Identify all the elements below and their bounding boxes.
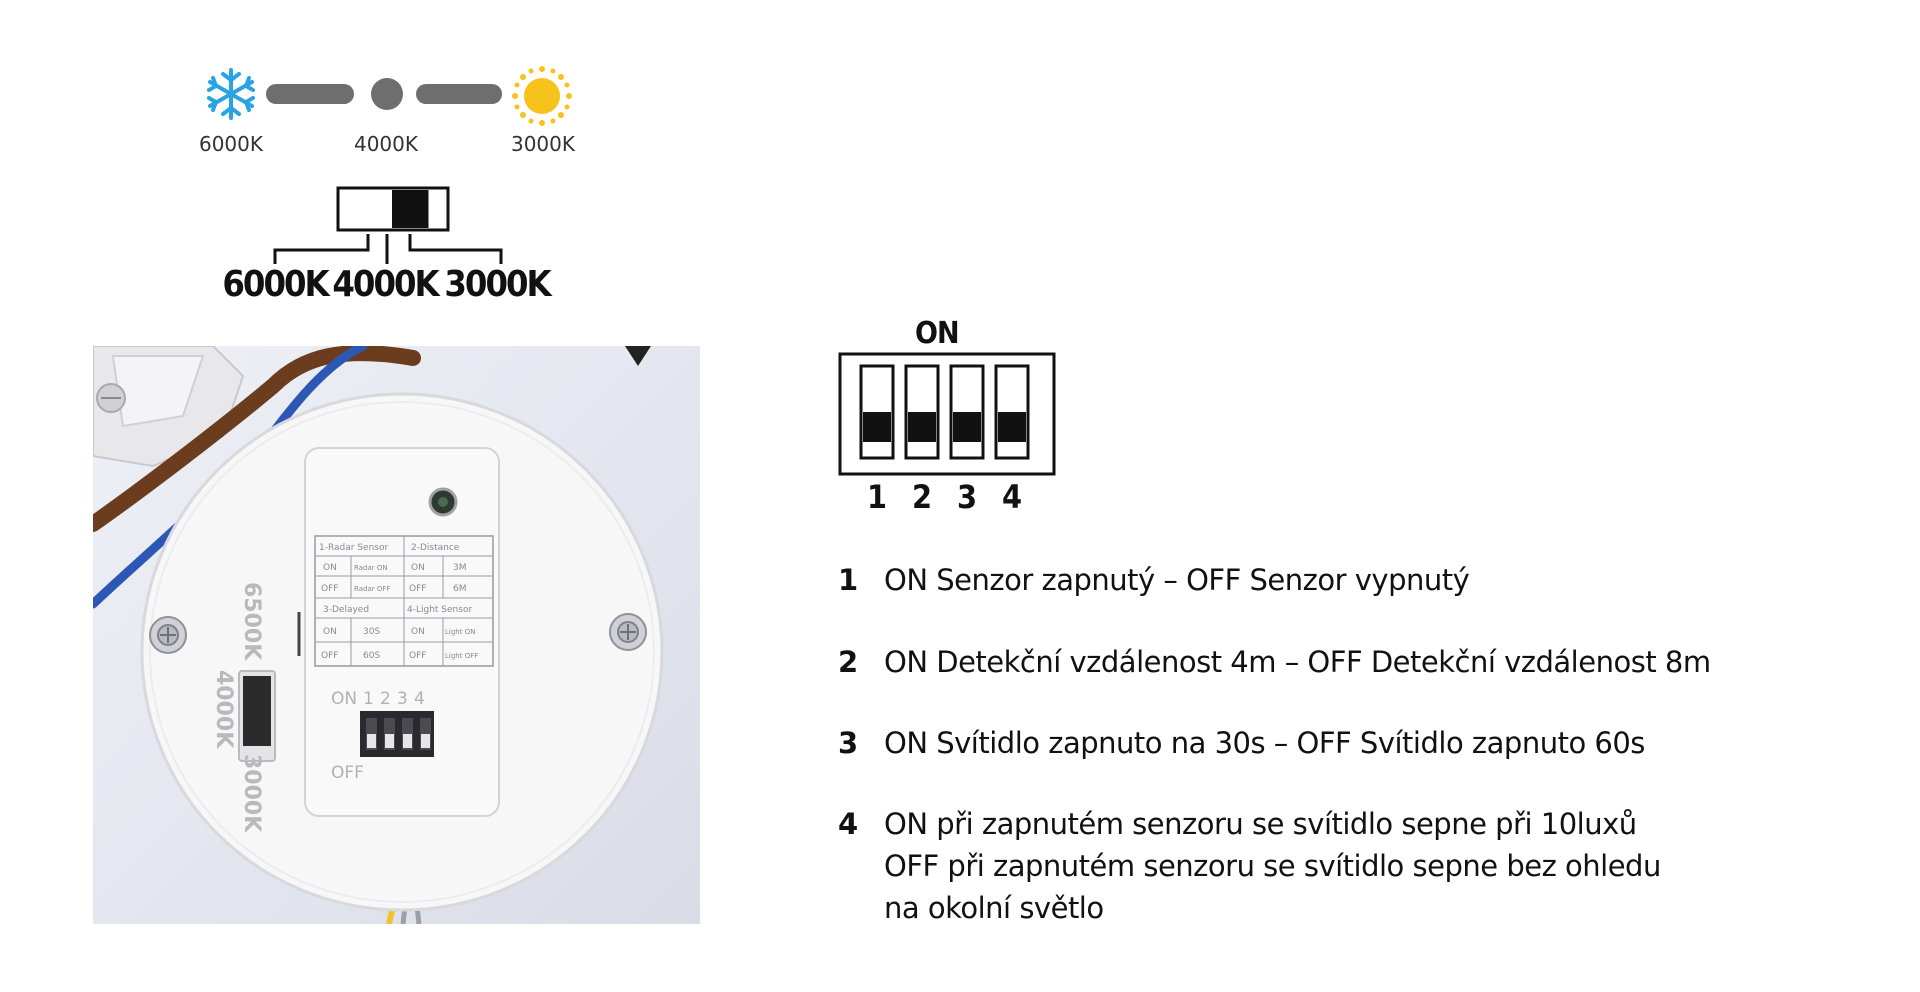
svg-text:Light ON: Light ON — [445, 628, 476, 636]
legend-line: ON Senzor zapnutý – OFF Senzor vypnutý — [884, 563, 1470, 597]
legend-number: 1 — [838, 563, 859, 597]
dip-switch-2 — [906, 366, 938, 458]
svg-text:2: 2 — [380, 689, 391, 709]
legend-line: na okolní světlo — [884, 891, 1104, 925]
photo-label-4000k: 4000K — [211, 670, 236, 749]
svg-text:2-Distance: 2-Distance — [411, 543, 460, 553]
photo-label-3000k: 3000K — [239, 754, 264, 833]
ct-label-3000k: 3000K — [510, 132, 575, 156]
legend-text — [884, 722, 1645, 764]
dip-switch-4 — [996, 366, 1028, 458]
svg-text:Light OFF: Light OFF — [445, 652, 479, 660]
legend-number: 2 — [838, 645, 859, 679]
svg-text:4: 4 — [414, 689, 425, 709]
sun-icon — [510, 64, 574, 128]
svg-text:OFF: OFF — [321, 651, 339, 661]
legend-text — [884, 803, 1661, 929]
ct-dot-middle — [371, 78, 403, 110]
svg-text:Radar OFF: Radar OFF — [354, 585, 391, 593]
dip-number-2: 2 — [911, 478, 933, 516]
photo-illustration — [93, 346, 700, 924]
terminal-connector — [93, 346, 243, 466]
svg-text:4-Light Sensor: 4-Light Sensor — [407, 605, 473, 615]
legend-line: ON Svítidlo zapnuto na 30s – OFF Svítidlo zapnuto 60s — [884, 726, 1645, 760]
dip-switch-diagram — [838, 352, 1058, 476]
svg-text:Radar ON: Radar ON — [354, 564, 388, 572]
photo-dip-off: OFF — [331, 763, 364, 783]
svg-text:ON: ON — [411, 627, 425, 637]
ct-bar-left — [266, 84, 354, 104]
legend-item-1 — [838, 559, 1469, 601]
svg-text:OFF: OFF — [409, 651, 427, 661]
svg-text:30S: 30S — [363, 627, 381, 637]
ct-bar-right — [416, 84, 502, 104]
snowflake-icon — [203, 66, 259, 122]
legend-line: ON Detekční vzdálenost 4m – OFF Detekční vzdálenost 8m — [884, 645, 1711, 679]
screw-right — [610, 614, 646, 650]
legend-line: OFF při zapnutém senzoru se svítidlo sepne bez ohledu — [884, 849, 1661, 883]
svg-text:60S: 60S — [363, 651, 381, 661]
dip-number-4: 4 — [1001, 478, 1023, 516]
svg-text:6M: 6M — [453, 584, 467, 594]
svg-text:3-Delayed: 3-Delayed — [323, 605, 370, 615]
photo-dip-on: ON — [331, 689, 358, 709]
legend-item-2 — [838, 641, 1711, 683]
dip-number-3: 3 — [956, 478, 978, 516]
legend-item-3 — [838, 722, 1645, 764]
legend-text — [884, 559, 1469, 601]
ct-label-6000k: 6000K — [198, 132, 263, 156]
legend-number: 4 — [838, 807, 859, 841]
svg-text:1: 1 — [363, 689, 374, 709]
svg-text:ON: ON — [411, 563, 425, 573]
svg-text:3M: 3M — [453, 563, 467, 573]
svg-text:OFF: OFF — [321, 584, 339, 594]
selector-switch-diagram — [268, 184, 518, 264]
legend-number: 3 — [838, 726, 859, 760]
dip-number-1: 1 — [866, 478, 888, 516]
dip-switch-1 — [861, 366, 893, 458]
svg-text:ON: ON — [323, 627, 337, 637]
screw-left — [150, 617, 186, 653]
sensor-module-photo — [93, 346, 700, 924]
legend-text — [884, 641, 1711, 683]
svg-text:1-Radar Sensor: 1-Radar Sensor — [319, 543, 389, 553]
switch-label-3000k: 3000K — [444, 264, 550, 305]
svg-text:3: 3 — [397, 689, 408, 709]
svg-text:ON: ON — [323, 563, 337, 573]
photo-label-6500k: 6500K — [239, 582, 264, 661]
svg-text:OFF: OFF — [409, 584, 427, 594]
legend-line: ON při zapnutém senzoru se svítidlo sepne při 10luxů — [884, 807, 1637, 841]
dip-on-label: ON — [915, 316, 959, 351]
switch-label-4000k: 4000K — [332, 264, 438, 305]
legend-item-4 — [838, 803, 1661, 929]
dip-switch-3 — [951, 366, 983, 458]
switch-label-6000k: 6000K — [222, 264, 328, 305]
ct-label-4000k: 4000K — [353, 132, 418, 156]
